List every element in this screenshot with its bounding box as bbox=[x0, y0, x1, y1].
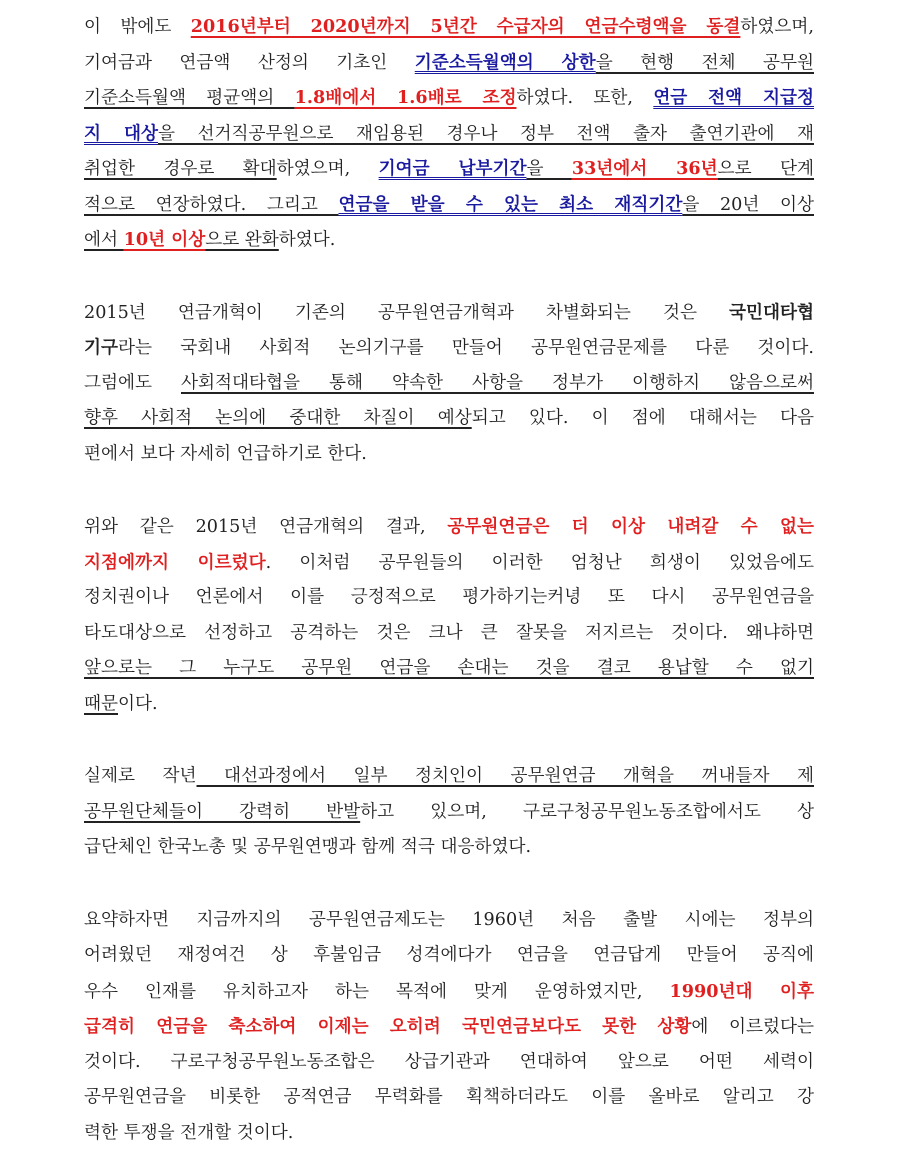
highlight-red: 1990년대 이후 bbox=[670, 981, 814, 1002]
text-line bbox=[84, 80, 814, 116]
text-line bbox=[84, 401, 814, 437]
underlined-text: 때문 bbox=[84, 694, 118, 714]
text-line bbox=[84, 116, 814, 152]
text-run: 라는 국회내 사회적 논의기구를 만들어 공무원연금문제를 다룬 것이다. bbox=[118, 338, 814, 358]
highlight-red: 10년 이상 bbox=[124, 229, 206, 250]
text-run: 기여금과 연금액 산정의 기초인 bbox=[84, 53, 415, 73]
paragraph-1 bbox=[84, 9, 814, 258]
underlined-text: 을 현행 전체 공무원 bbox=[596, 53, 814, 73]
highlight-blue: 기여금 납부기간 bbox=[379, 158, 527, 179]
underlined-text: 취업한 경우로 확대 bbox=[84, 159, 277, 179]
text-run: 2015년 연금개혁이 기존의 공무원연금개혁과 차별화되는 것은 bbox=[84, 303, 729, 323]
text-line bbox=[84, 187, 814, 223]
text-line bbox=[84, 330, 814, 366]
paragraph-5 bbox=[84, 903, 814, 1151]
text-run: 이 밖에도 bbox=[84, 17, 191, 37]
underlined-text: 대선과정에서 일부 정치인이 공무원연금 개혁을 꺼내들자 제 bbox=[197, 766, 815, 786]
text-line bbox=[84, 222, 814, 258]
underlined-text: 향후 사회적 논의에 중대한 차질이 예상 bbox=[84, 408, 472, 428]
highlight-blue: 연금을 받을 수 있는 최소 재직기간 bbox=[338, 194, 682, 215]
paragraph-3 bbox=[84, 509, 814, 722]
text-run: 정치권이나 언론에서 이를 긍정적으로 평가하기는커녕 또 다시 공무원연금을 bbox=[84, 587, 814, 607]
text-line bbox=[84, 651, 814, 687]
text-run: 에 이르렀다는 bbox=[691, 1017, 814, 1037]
highlight-red: 지점에까지 이르렀다 bbox=[84, 552, 266, 573]
text-run: . 이처럼 공무원들의 이러한 엄청난 희생이 있었음에도 bbox=[266, 553, 814, 573]
bold-text: 국민대타협 bbox=[729, 302, 814, 323]
highlight-red: 급격히 연금을 축소하여 이제는 오히려 국민연금보다도 못한 상황 bbox=[84, 1016, 691, 1037]
text-run: 하였다. 또한, bbox=[517, 88, 654, 108]
text-line bbox=[84, 1116, 814, 1151]
text-line bbox=[84, 903, 814, 939]
highlight-blue: 기준소득월액의 상한 bbox=[415, 52, 596, 73]
text-run: 위와 같은 2015년 연금개혁의 결과, bbox=[84, 517, 447, 537]
text-run: 공무원연금을 비롯한 공적연금 무력화를 획책하더라도 이를 올바로 알리고 강 bbox=[84, 1087, 814, 1107]
text-line bbox=[84, 938, 814, 974]
text-line bbox=[84, 687, 814, 723]
text-line bbox=[84, 437, 814, 473]
highlight-blue: 연금 전액 지급정 bbox=[653, 87, 814, 108]
text-line bbox=[84, 366, 814, 402]
text-line bbox=[84, 295, 814, 331]
text-line bbox=[84, 45, 814, 81]
highlight-red: 1.8배에서 1.6배로 조정 bbox=[295, 87, 517, 108]
underlined-text: 사회적대타협을 통해 약속한 사항을 정부가 이행하지 않음으로써 bbox=[181, 373, 814, 393]
bold-text: 기구 bbox=[84, 337, 118, 358]
underlined-text: 을 bbox=[526, 159, 571, 179]
underlined-text: 으로 완화 bbox=[205, 230, 279, 250]
text-run: 하였다. bbox=[279, 230, 336, 250]
highlight-red: 공무원연금은 더 이상 내려갈 수 없는 bbox=[447, 516, 814, 537]
text-run: 우수 인재를 유치하고자 하는 목적에 맞게 운영하였지만, bbox=[84, 982, 670, 1002]
underlined-text: 적으로 연장하였다. 그리고 bbox=[84, 195, 338, 215]
text-line bbox=[84, 1045, 814, 1081]
text-line bbox=[84, 830, 814, 866]
text-line bbox=[84, 795, 814, 831]
text-run: 급단체인 한국노총 및 공무원연맹과 함께 적극 대응하였다. bbox=[84, 837, 531, 857]
text-run: 하였으며, bbox=[740, 17, 814, 37]
text-run: 력한 투쟁을 전개할 것이다. bbox=[84, 1123, 293, 1143]
text-line bbox=[84, 580, 814, 616]
text-run: 어려웠던 재정여건 상 후불임금 성격에다가 연금을 연금답게 만들어 공직에 bbox=[84, 945, 814, 965]
text-run: 되고 있다. 이 점에 대해서는 다음 bbox=[472, 408, 814, 428]
paragraph-2 bbox=[84, 295, 814, 473]
text-run: 그럼에도 bbox=[84, 373, 181, 393]
underlined-text: 공무원단체들이 강력히 반발 bbox=[84, 802, 360, 822]
paragraph-4 bbox=[84, 759, 814, 866]
text-line bbox=[84, 151, 814, 187]
underlined-text: 앞으로는 그 누구도 공무원 연금을 손대는 것을 결코 용납할 수 없기 bbox=[84, 658, 814, 678]
text-run: 하고 있으며, 구로구청공무원노동조합에서도 상 bbox=[360, 802, 814, 822]
text-run: 것이다. 구로구청공무원노동조합은 상급기관과 연대하여 앞으로 어떤 세력이 bbox=[84, 1052, 814, 1072]
text-run: 이다. bbox=[118, 694, 158, 714]
highlight-blue: 지 대상 bbox=[84, 123, 158, 144]
underlined-text: 을 선거직공무원으로 재임용된 경우나 정부 전액 출자 출연기관에 재 bbox=[158, 124, 814, 144]
underlined-text: 에서 bbox=[84, 230, 124, 250]
text-run: 편에서 보다 자세히 언급하기로 한다. bbox=[84, 444, 367, 464]
text-run: 타도대상으로 선정하고 공격하는 것은 크나 큰 잘못을 저지르는 것이다. 왜냐하면 bbox=[84, 623, 814, 643]
text-line bbox=[84, 545, 814, 581]
text-line bbox=[84, 974, 814, 1010]
text-run: 하였으며, bbox=[277, 159, 379, 179]
text-run: 요약하자면 지금까지의 공무원연금제도는 1960년 처음 출발 시에는 정부의 bbox=[84, 910, 814, 930]
text-line bbox=[84, 9, 814, 45]
highlight-red: 33년에서 36년 bbox=[572, 158, 718, 179]
underlined-text: 으로 단계 bbox=[718, 159, 814, 179]
highlight-red: 2016년부터 2020년까지 5년간 수급자의 연금수령액을 동결 bbox=[191, 16, 741, 37]
text-run: 실제로 작년 bbox=[84, 766, 197, 786]
text-line bbox=[84, 616, 814, 652]
underlined-text: 기준소득월액 평균액의 bbox=[84, 88, 295, 108]
text-line bbox=[84, 1080, 814, 1116]
text-line bbox=[84, 509, 814, 545]
text-line bbox=[84, 1009, 814, 1045]
text-line bbox=[84, 759, 814, 795]
underlined-text: 을 20년 이상 bbox=[682, 195, 814, 215]
